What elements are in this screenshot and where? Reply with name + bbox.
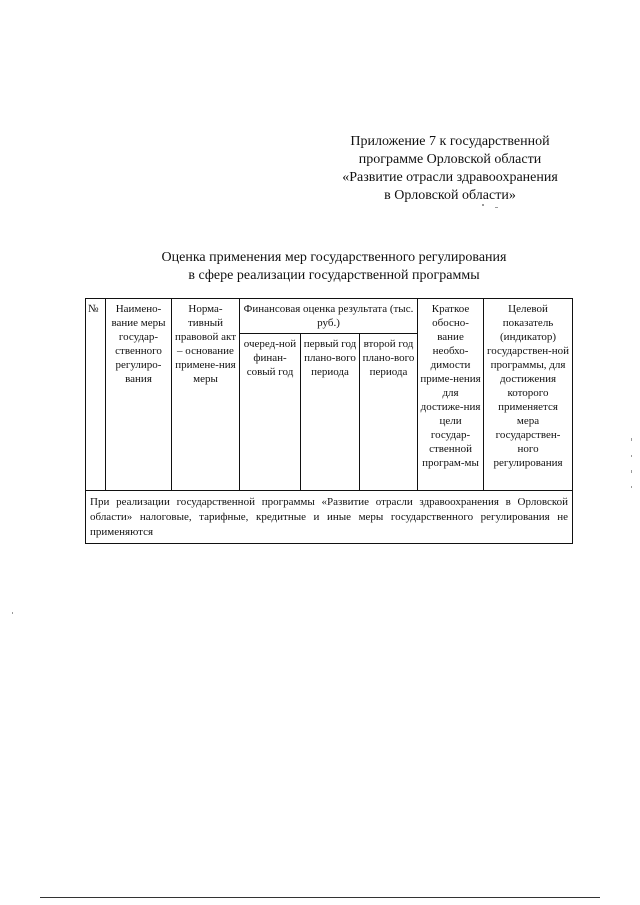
scan-speck [631, 486, 632, 488]
regulation-measures-table [85, 298, 573, 544]
scan-speck [495, 207, 498, 208]
scan-speck [631, 470, 632, 473]
appendix-line-3: «Развитие отрасли здравоохранения [342, 170, 558, 185]
header-justification: Краткое обосно-вание необхо-димости приме-нения для достиже-ния цели государ-ственной програм-мы [418, 299, 484, 491]
table-note: При реализации государственной программы «Развитие отрасли здравоохранения в Орловской области» налоговые, тарифные, кредитные и иные меры государственного регулирования не применяются [86, 491, 573, 544]
subheader-second-plan-year: второй год плано-вого периода [360, 334, 418, 491]
document-title [86, 249, 582, 285]
appendix-line-1: Приложение 7 к государственной [350, 134, 550, 149]
header-financial-estimate: Финансовая оценка результата (тыс. руб.) [240, 299, 418, 334]
title-line-1: Оценка применения мер государственного регулирования [161, 250, 507, 265]
scan-speck [631, 438, 632, 441]
scan-speck [12, 612, 13, 614]
appendix-line-4: в Орловской области» [384, 188, 516, 203]
table-header-row [86, 299, 573, 334]
title-line-2: в сфере реализации государственной программы [188, 268, 480, 283]
appendix-line-2: программе Орловской области [358, 152, 542, 167]
header-legal-act: Норма-тивный правовой акт – основание примене-ния меры [172, 299, 240, 491]
header-measure-name: Наимено-вание меры государ-ственного регулиро-вания [106, 299, 172, 491]
subheader-first-plan-year: первый год плано-вого периода [301, 334, 360, 491]
header-number: № [86, 299, 106, 491]
subheader-current-year: очеред-ной финан-совый год [240, 334, 301, 491]
scan-speck [482, 204, 484, 206]
appendix-header [300, 133, 600, 205]
scan-edge-line [40, 897, 600, 898]
scan-speck [631, 455, 632, 457]
table-row [86, 491, 573, 544]
header-target-indicator: Целевой показатель (индикатор) государствен-ной программы, для достижения которого применяется мера государствен-ного регулирования [484, 299, 573, 491]
